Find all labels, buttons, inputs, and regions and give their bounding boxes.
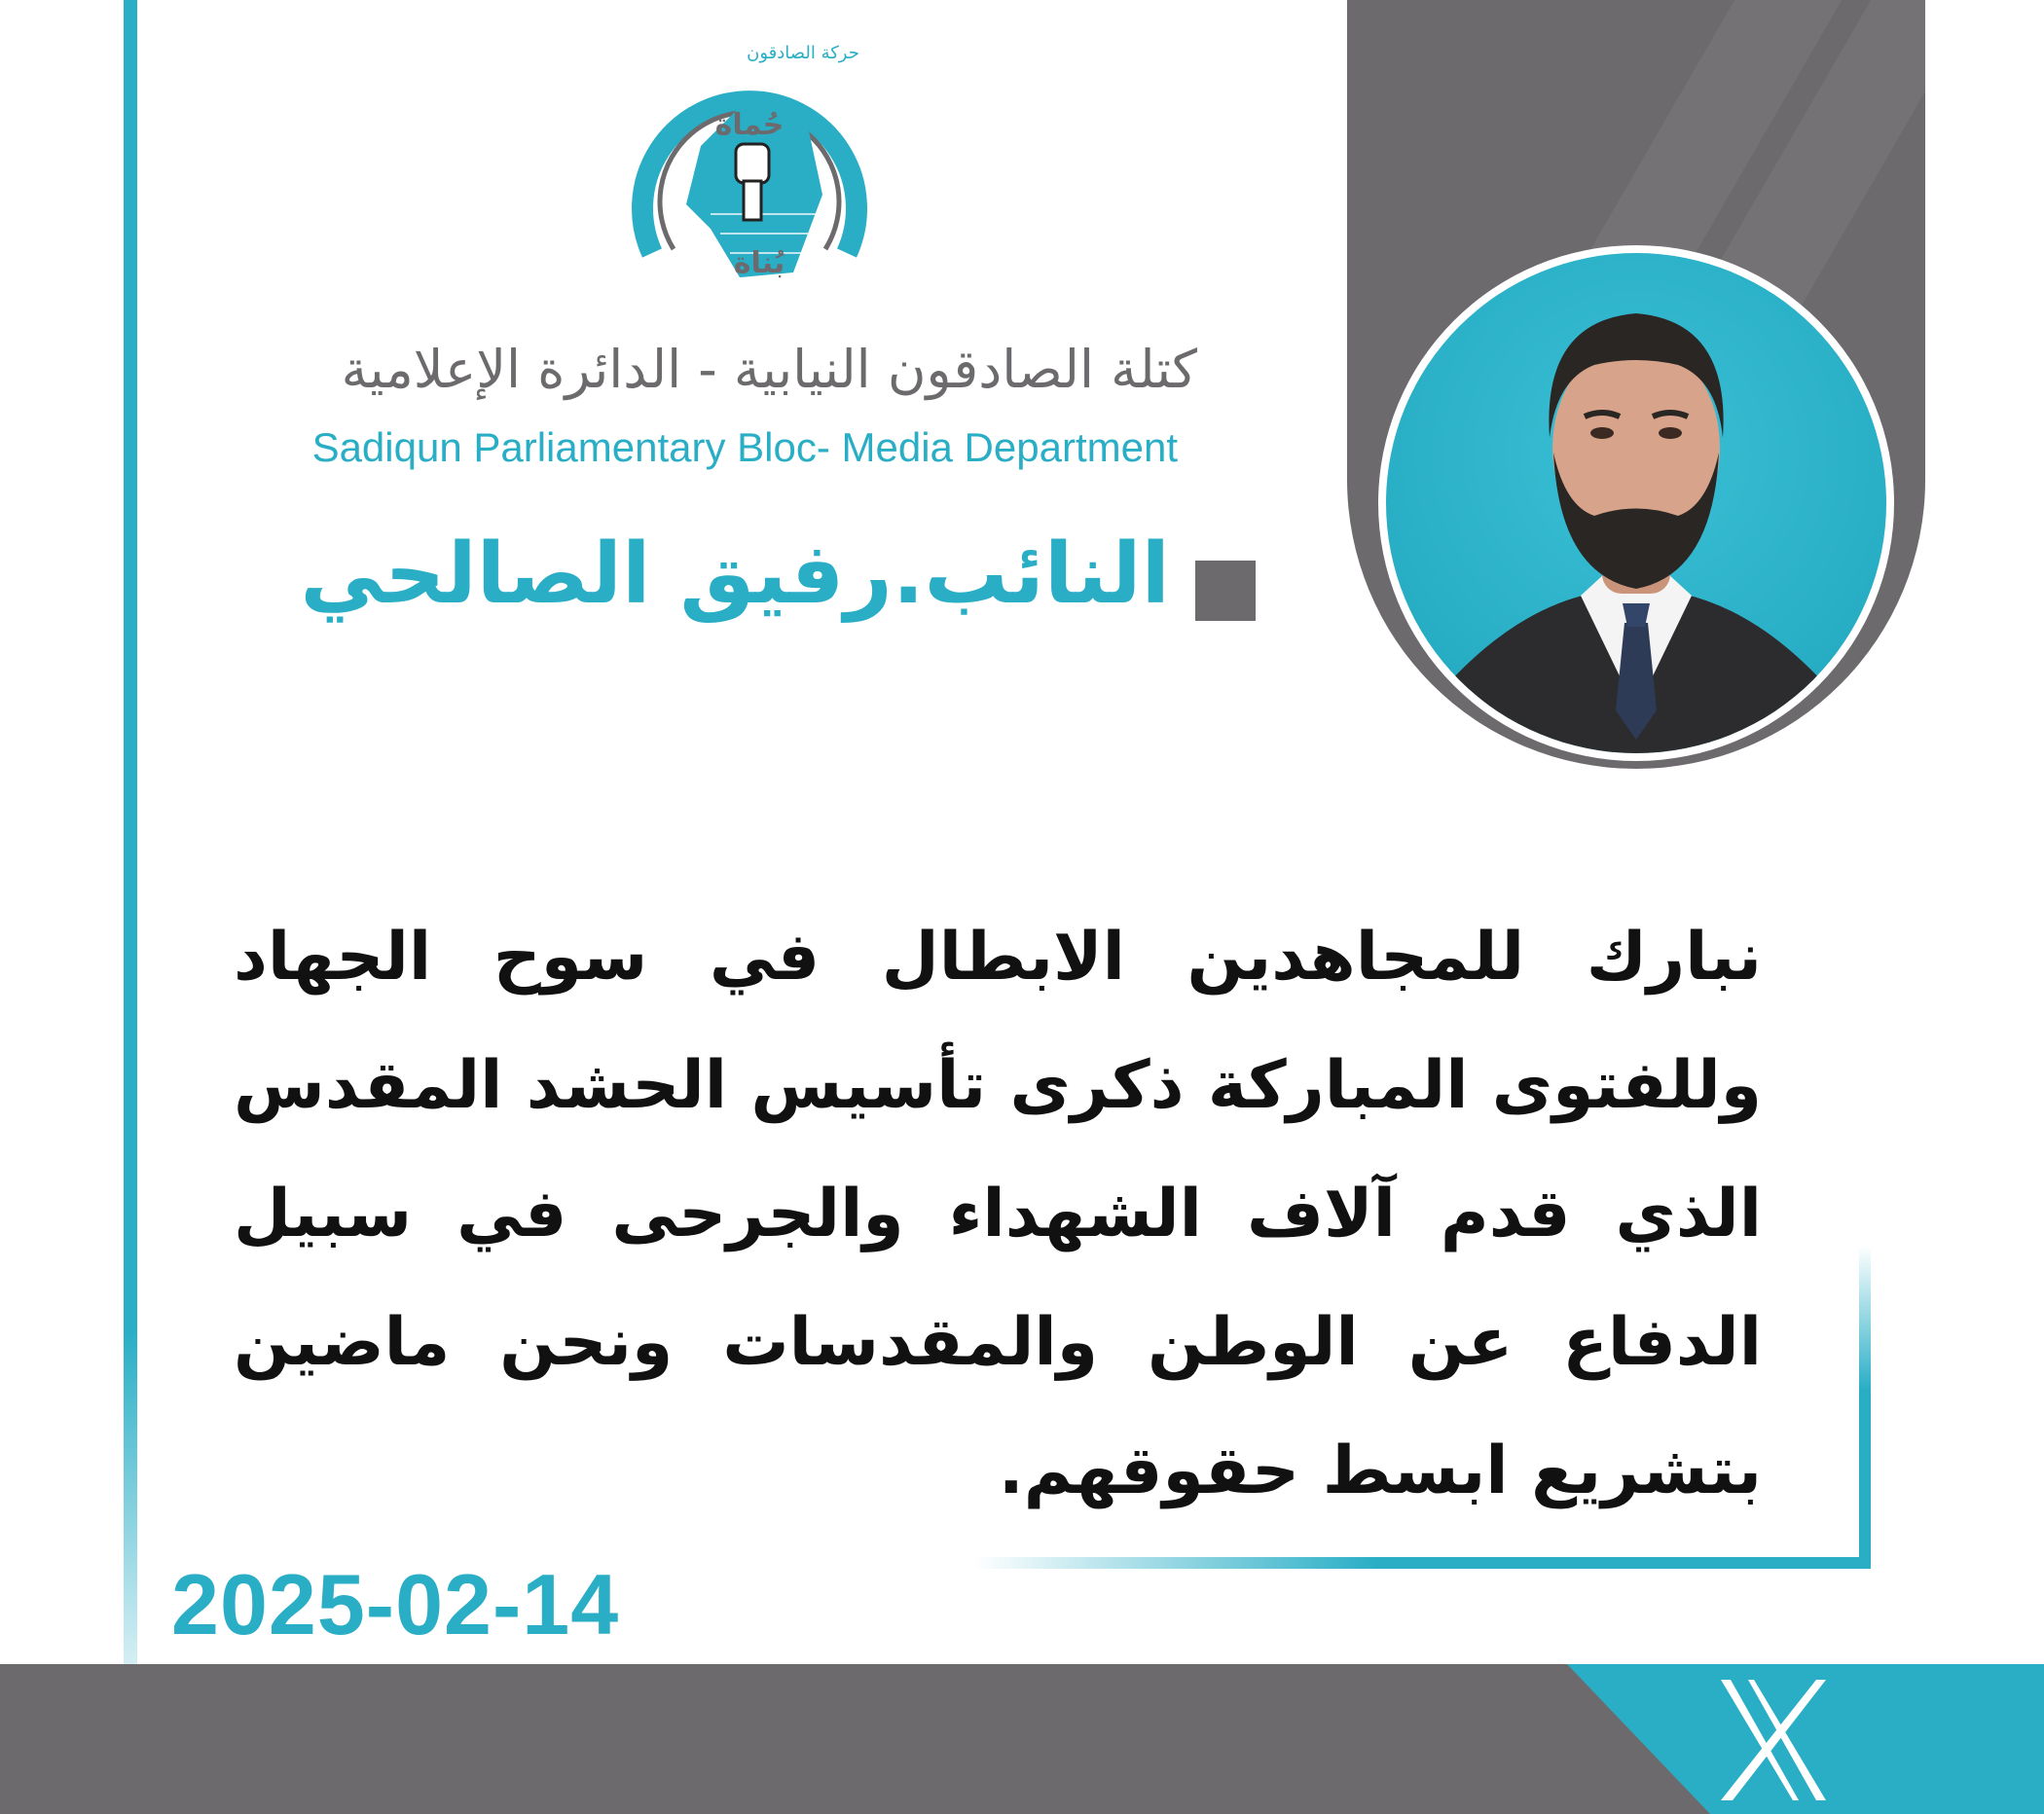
title-bullet-square [1195, 561, 1256, 621]
speaker-name: النائب.رفيق الصالحي [300, 526, 1170, 623]
x-icon[interactable] [1715, 1672, 1832, 1808]
text-frame-bottom [973, 1557, 1871, 1569]
org-name-english: Sadiqun Parliamentary Bloc- Media Department [311, 424, 1178, 470]
logo-top-word: حُماة [714, 108, 785, 142]
logo-bottom-word: بُناة [733, 246, 785, 280]
statement-text: نبارك للمجاهدين الابطال في سوح الجهاد وللفتوى المباركة ذكرى تأسيس الحشد المقدس الذي قدم آلاف الشهداء والجرحى في سبيل الدفاع عن الوطن والمقدسات ونحن ماضين بتشريع ابسط حقوقهم. [234, 919, 1762, 1509]
speaker-title [195, 526, 1256, 642]
org-name-arabic: كتلة الصادقون النيابية - الدائرة الإعلامية [341, 339, 1197, 400]
logo-ring-text: حركة الصادقون [747, 43, 859, 63]
party-logo [613, 29, 886, 302]
portrait-photo [1386, 253, 1886, 753]
text-frame-right [1859, 1246, 1871, 1567]
post-date: 2025-02-14 [171, 1556, 620, 1652]
left-accent-bar [124, 0, 137, 1664]
